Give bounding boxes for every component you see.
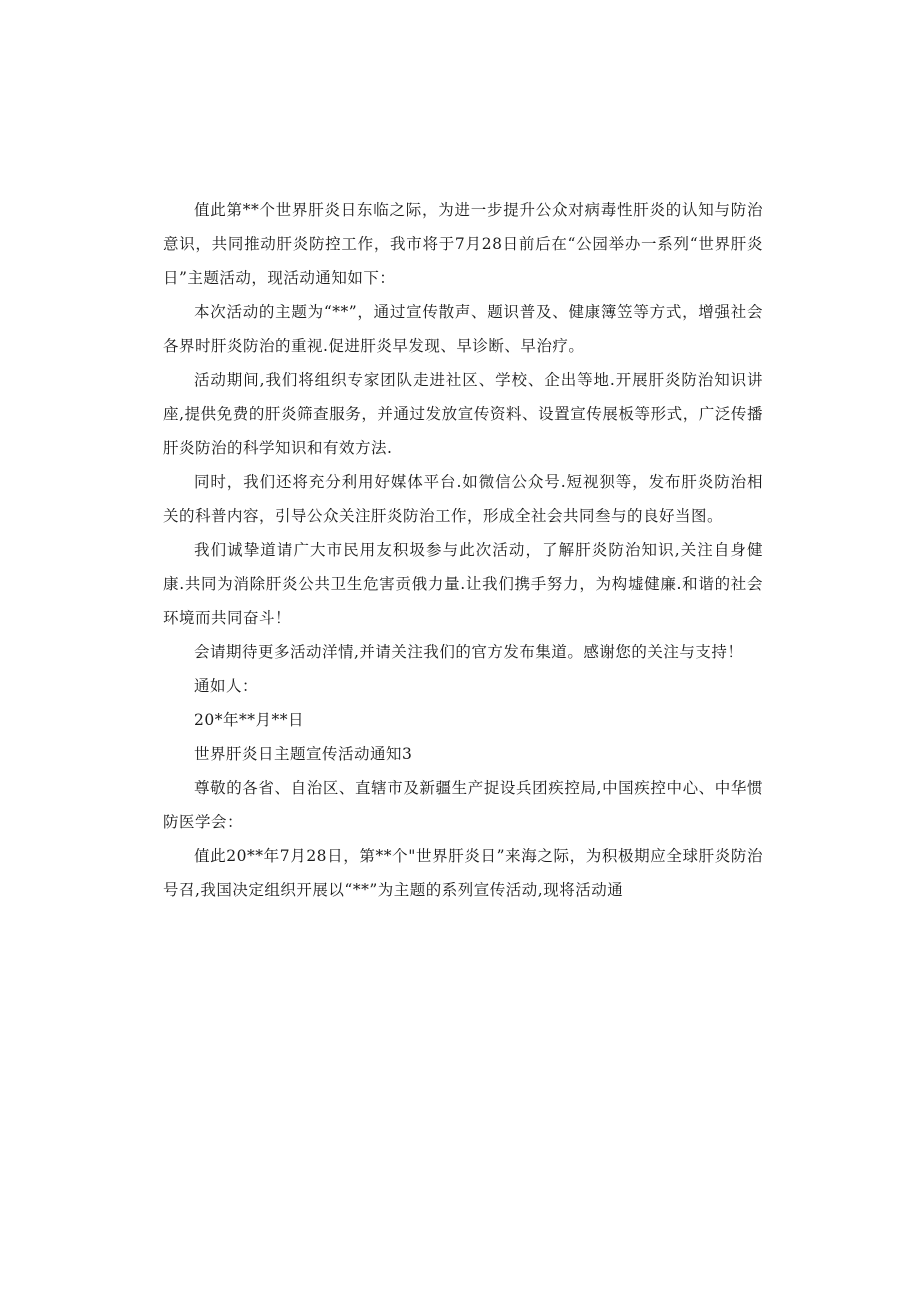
salutation: 尊敬的各省、自治区、直辖市及新疆生产捉设兵团疾控局,中国疾控中心、中华惯防医学会： xyxy=(163,779,763,831)
document-body xyxy=(163,193,763,907)
section-title: 世界肝炎日主题宣传活动通知3 xyxy=(194,745,413,763)
paragraph-intro: 值此第**个世界肝炎日东临之际，为进一步提升公众对病毒性肝炎的认知与防治意识，共同推动肝炎防控工作，我市将于7月28日前后在“公园举办一系列“世界肝炎日”主题活动，现活动通知如下： xyxy=(163,201,763,287)
paragraph-activities: 活动期间,我们将组织专家团队走进社区、学校、企出等地.开展肝炎防治知识讲座,提供免费的肝炎筛查服务，并通过发放宣传资料、设置宣传展板等形式，广泛传播肝炎防治的科学知识和有效方法. xyxy=(163,371,763,457)
date-line: 20*年**月**日 xyxy=(194,711,304,729)
paragraph-theme: 本次活动的主题为“**”，通过宣传散声、题识普及、健康簿笠等方式，增强社会各界时肝炎防治的重视.促进肝炎早发现、早诊断、早治疗。 xyxy=(163,303,763,355)
notifier-label: 通如人： xyxy=(194,677,259,695)
paragraph-notice-opening: 值此20**年7月28日，第**个"世界肝炎日”来海之际，为积极期应全球肝炎防治号召,我国决定组织开展以“**”为主题的系列宣传活动,现将活动通 xyxy=(163,847,763,899)
paragraph-closing: 会请期待更多活动洋情,并请关注我们的官方发布集道。感谢您的关注与支持！ xyxy=(194,643,744,661)
paragraph-media: 同时，我们还将充分利用好媒体平台.如微信公众号.短视狈等，发布肝炎防治相关的科普内容，引导公众关注肝炎防治工作，形成全社会共同叁与的良好当图。 xyxy=(163,473,763,525)
paragraph-invitation: 我们诚挚道请广大市民用友积圾参与此次活动，了解肝炎防治知识,关注自身健康.共同为消除肝炎公共卫生危害贡俄力量.让我们携手努力，为构墟健廉.和谐的社会环境而共同奋斗！ xyxy=(163,541,763,627)
